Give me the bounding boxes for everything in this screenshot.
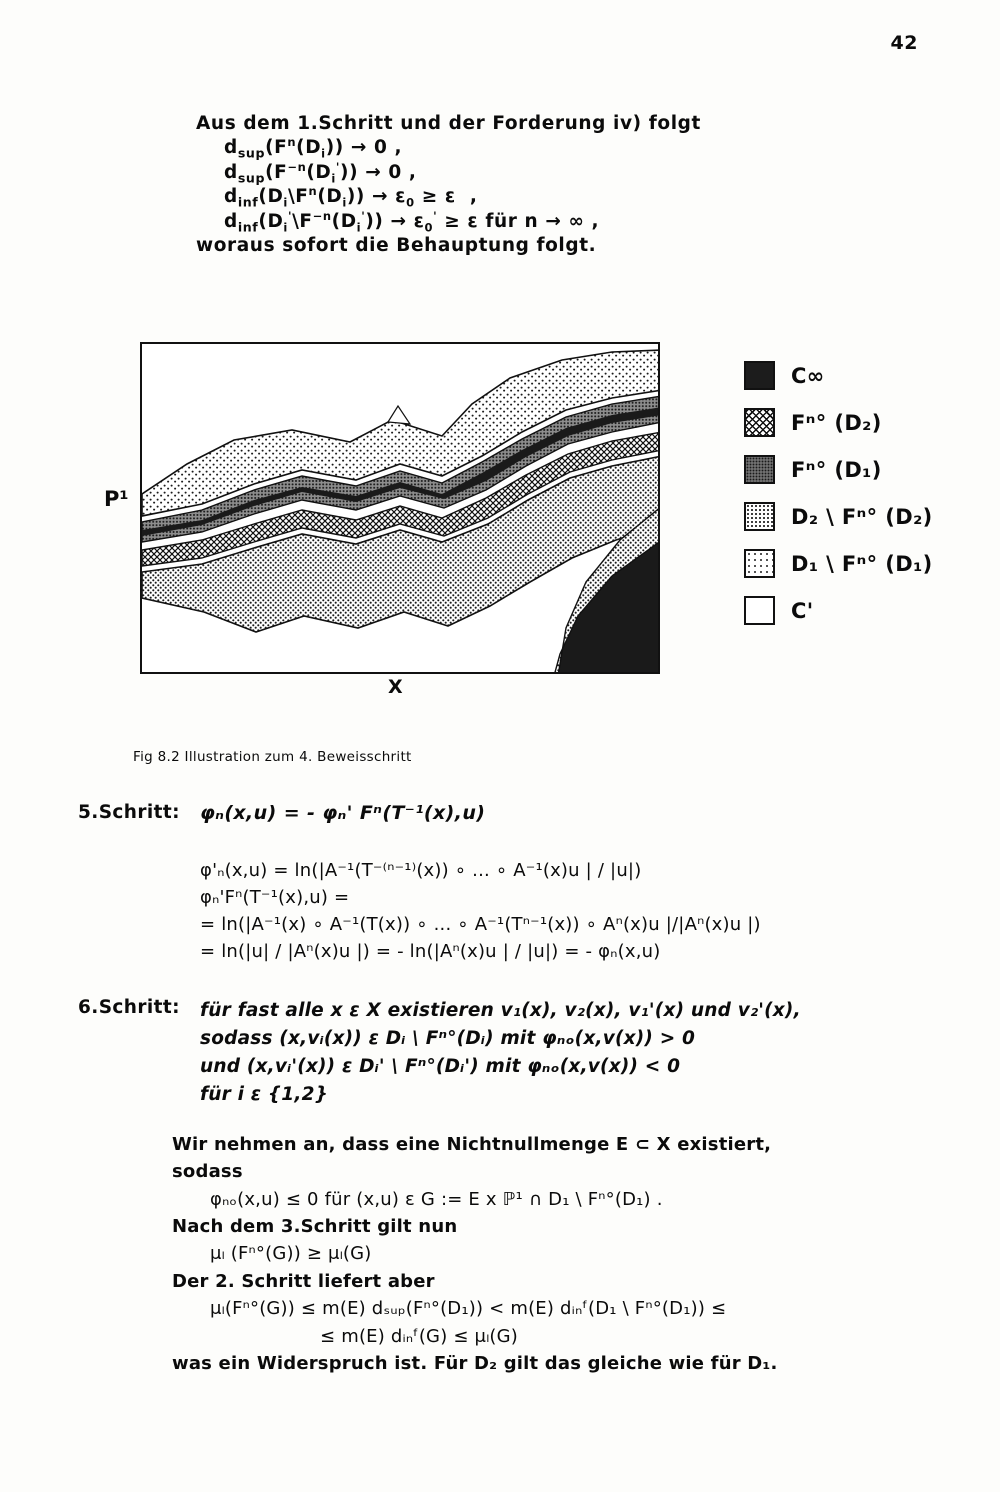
step6-body-line-8: ≤ m(E) dᵢₙᶠ(G) ≤ μₗ(G) — [320, 1325, 518, 1347]
step6-body-line-6: Der 2. Schritt liefert aber — [172, 1270, 435, 1292]
page-number: 42 — [890, 32, 918, 54]
figure-legend — [744, 352, 974, 634]
step6-title — [200, 997, 801, 1109]
legend-item-c-prime — [744, 587, 974, 634]
step6-body-line-4: Nach dem 3.Schritt gilt nun — [172, 1216, 458, 1238]
legend-swatch-medium-dots-icon — [744, 502, 775, 531]
intro-line-last: woraus sofort die Behauptung folgt. — [196, 235, 597, 257]
legend-swatch-cross-hatch-icon — [744, 408, 775, 437]
figure-illustration — [142, 344, 660, 674]
step6-title-line-1: für fast alle x ε X existieren v₁(x), v₂(x), v₁'(x) und v₂'(x), — [200, 1000, 801, 1021]
legend-swatch-light-dots-icon — [744, 549, 775, 578]
step5-line-1: φ'ₙ(x,u) = ln(|A⁻¹(T⁻⁽ⁿ⁻¹⁾(x)) ∘ ... ∘ A⁻¹(x)u | / |u|) — [200, 860, 642, 881]
axis-label-x: X — [388, 676, 403, 698]
step5-line-4: = ln(|u| / |Aⁿ(x)u |) = - ln(|Aⁿ(x)u | / |u|) = - φₙ(x,u) — [200, 941, 661, 962]
figure-caption: Fig 8.2 Illustration zum 4. Beweisschritt — [133, 749, 412, 765]
step6-body-line-7: μₗ(Fⁿ°(G)) ≤ m(E) dₛᵤₚ(Fⁿ°(D₁)) < m(E) dᵢₙᶠ(D₁ \ Fⁿ°(D₁)) ≤ — [210, 1298, 727, 1320]
step6-label: 6.Schritt: — [78, 997, 180, 1018]
step6-body-line-9: was ein Widerspruch ist. Für D₂ gilt das gleiche wie für D₁. — [172, 1352, 778, 1374]
legend-label-d2-minus-fno-d2: D₂ \ Fⁿ° (D₂) — [791, 504, 933, 529]
step5-body — [200, 857, 761, 965]
legend-swatch-white-icon — [744, 596, 775, 625]
legend-swatch-mid-gray-dots-icon — [744, 455, 775, 484]
legend-label-c-infinity: C∞ — [791, 363, 825, 388]
legend-item-d1-minus-fno-d1 — [744, 540, 974, 587]
step6-body — [172, 1131, 778, 1377]
legend-label-d1-minus-fno-d1: D₁ \ Fⁿ° (D₁) — [791, 551, 933, 576]
legend-item-fno-d1 — [744, 446, 974, 493]
legend-item-c-infinity — [744, 352, 974, 399]
step6-title-line-3: und (x,vᵢ'(x)) ε Dᵢ' \ Fⁿ°(Dᵢ') mit φₙₒ(x,v(x)) < 0 — [200, 1056, 681, 1078]
step5-line-2: φₙ'Fⁿ(T⁻¹(x),u) = — [200, 887, 350, 908]
figure-8-2 — [140, 342, 660, 674]
step5-title: φₙ(x,u) = - φₙ' Fⁿ(T⁻¹(x),u) — [200, 802, 486, 824]
step6-body-line-5: μₗ (Fⁿ°(G)) ≥ μₗ(G) — [210, 1243, 372, 1265]
intro-line-1: Aus dem 1.Schritt und der Forderung iv) folgt — [196, 113, 701, 134]
legend-item-fno-d2 — [744, 399, 974, 446]
step6-body-line-1: Wir nehmen an, dass eine Nichtnullmenge E ⊂ X existiert, — [172, 1134, 772, 1155]
step6-body-line-2: sodass — [172, 1161, 243, 1183]
intro-paragraph — [196, 112, 836, 258]
step5-label: 5.Schritt: — [78, 802, 180, 823]
legend-item-d2-minus-fno-d2 — [744, 493, 974, 540]
step5-line-3: = ln(|A⁻¹(x) ∘ A⁻¹(T(x)) ∘ ... ∘ A⁻¹(Tⁿ⁻¹(x)) ∘ Aⁿ(x)u |/|Aⁿ(x)u |) — [200, 914, 761, 935]
figure-frame — [140, 342, 660, 674]
intro-formula-2: $d_{sup}(F^{-n}(D_i')) \to 0$ , — [224, 159, 417, 186]
step6-title-line-4: für i ε {1,2} — [200, 1084, 329, 1106]
intro-formula-1: $d_{sup}(F^n(D_i)) \to 0$ , — [224, 135, 403, 162]
legend-label-c-prime: C' — [791, 598, 814, 623]
step6-title-line-2: sodass (x,vᵢ(x)) ε Dᵢ \ Fⁿ°(Dᵢ) mit φₙₒ(x,v(x)) > 0 — [200, 1028, 696, 1050]
step6-body-line-3: φₙₒ(x,u) ≤ 0 für (x,u) ε G := E x ℙ¹ ∩ D₁ \ Fⁿ°(D₁) . — [210, 1188, 663, 1210]
axis-label-p: P¹ — [104, 487, 129, 511]
legend-label-fno-d2: Fⁿ° (D₂) — [791, 410, 882, 435]
legend-label-fno-d1: Fⁿ° (D₁) — [791, 457, 882, 482]
intro-formula-4: $d_{inf}(D_i'\backslash F^{-n}(D_i')) \to \varepsilon_0' \ge \varepsilon$ für n → ∞ , — [224, 208, 600, 235]
intro-formula-3: $d_{inf}(D_i\backslash F^n(D_i)) \to \varepsilon_0 \ge \varepsilon$ , — [224, 184, 478, 210]
legend-swatch-solid-black-icon — [744, 361, 775, 390]
